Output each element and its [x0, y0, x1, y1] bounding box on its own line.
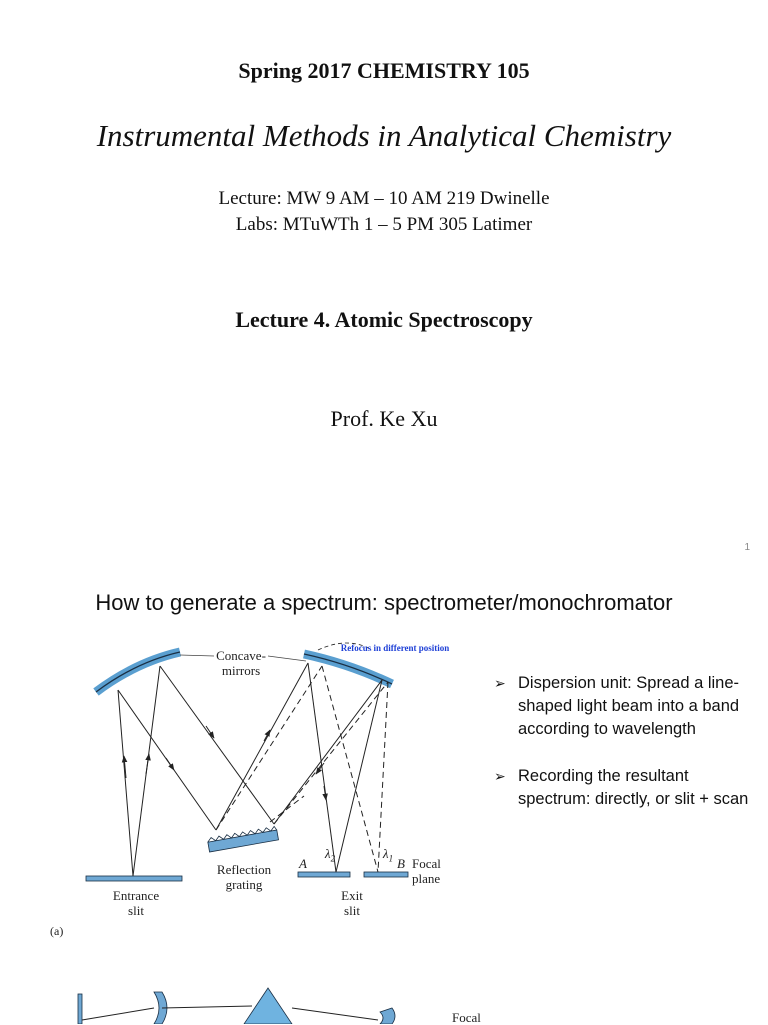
focal-label-lower: Focal [452, 1010, 481, 1025]
page-number: 1 [744, 542, 750, 553]
arrow-bullet-icon: ➢ [494, 675, 506, 691]
lecture-schedule: Lecture: MW 9 AM – 10 AM 219 Dwinelle [218, 188, 550, 209]
bullet-item [494, 765, 764, 811]
ray-arrows [124, 726, 326, 800]
left-concave-mirror [96, 652, 180, 692]
focal-plane-label: Focal plane [412, 856, 441, 886]
entrance-slit [86, 876, 182, 881]
content-slide [0, 568, 768, 1024]
bullet-text: Recording the resultant spectrum: directly, or slit + scan [518, 767, 749, 808]
lambda-1-label: $\lambda_1$ [382, 846, 394, 864]
bullet-item [494, 672, 764, 741]
labs-schedule: Labs: MTuWTh 1 – 5 PM 305 Latimer [235, 214, 533, 235]
exit-slit-right [364, 872, 408, 877]
point-a-label: A [299, 856, 307, 871]
exit-slit-left [298, 872, 350, 877]
reflection-grating-label: Reflection grating [216, 862, 272, 892]
professor-name: Prof. Ke Xu [330, 406, 438, 431]
refocus-note: Refocus in different position [340, 643, 450, 653]
exit-slit-label: Exit slit [341, 888, 363, 918]
concave-mirrors-label: Concave- mirrors [216, 648, 266, 678]
bullet-list [494, 672, 764, 835]
arrow-bullet-icon: ➢ [494, 768, 506, 784]
entrance-slit-label: Entrance slit [112, 888, 160, 918]
bullet-text: Dispersion unit: Spread a line-shaped light beam into a band according to wavelength [518, 674, 740, 738]
course-subtitle: Instrumental Methods in Analytical Chemistry [96, 118, 672, 153]
reflection-grating [207, 826, 278, 852]
slide-title: How to generate a spectrum: spectrometer/monochromator [95, 590, 673, 615]
lower-optics-partial [78, 988, 395, 1024]
course-heading: Spring 2017 CHEMISTRY 105 [238, 58, 530, 83]
point-b-label: B [397, 856, 405, 871]
panel-a-label: (a) [50, 924, 64, 938]
right-concave-mirror [304, 654, 392, 684]
lambda-2-label: $\lambda_2$ [324, 846, 336, 864]
lecture-title: Lecture 4. Atomic Spectroscopy [235, 307, 533, 332]
